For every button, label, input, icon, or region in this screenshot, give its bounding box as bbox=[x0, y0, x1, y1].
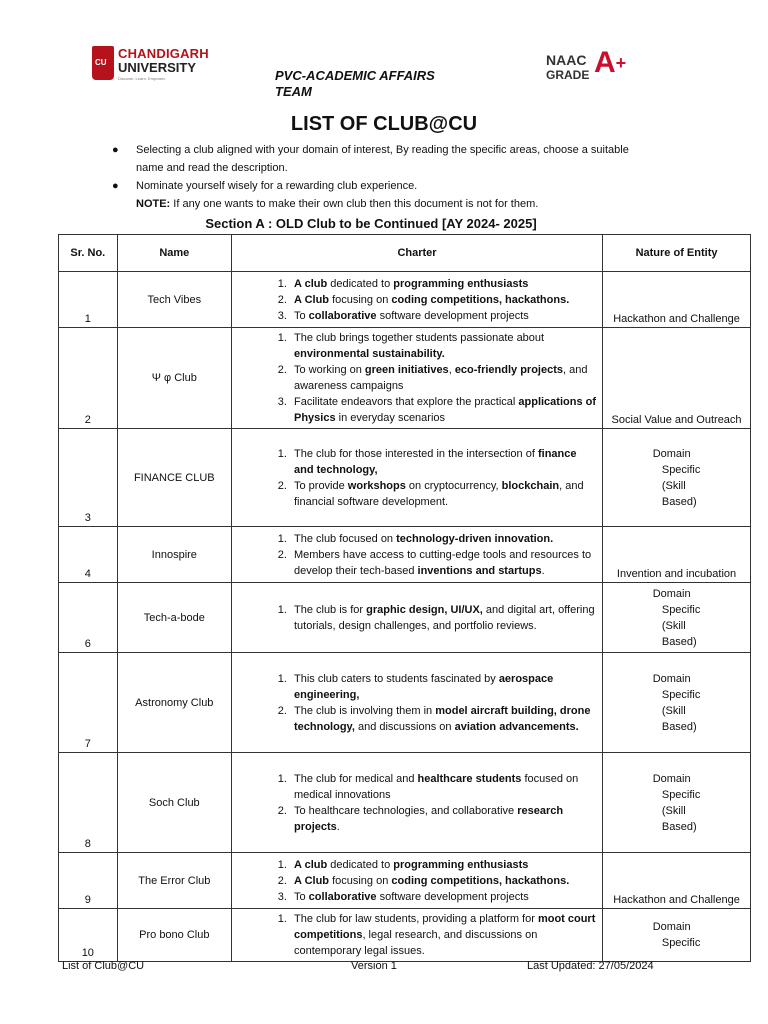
row-nature: Invention and incubation bbox=[603, 527, 751, 583]
row-sr-no: 4 bbox=[59, 527, 118, 583]
page-title: LIST OF CLUB@CU bbox=[290, 113, 478, 135]
row-sr-no: 9 bbox=[59, 853, 118, 909]
row-club-name: Soch Club bbox=[117, 753, 231, 853]
charter-item: 2. A Club focusing on coding competitions, hackathons. bbox=[290, 292, 596, 308]
table-row bbox=[59, 429, 751, 527]
row-charter bbox=[231, 853, 602, 909]
table-row bbox=[59, 583, 751, 653]
instructions bbox=[112, 141, 632, 213]
charter-item: 3. Facilitate endeavors that explore the practical applications of Physics in everyday scenarios bbox=[290, 394, 596, 426]
row-charter bbox=[231, 328, 602, 429]
row-sr-no: 6 bbox=[59, 583, 118, 653]
charter-item: 1. The club for those interested in the intersection of finance and technology, bbox=[290, 446, 596, 478]
table-header-row bbox=[59, 235, 751, 272]
col-header-name: Name bbox=[117, 235, 231, 272]
table-row bbox=[59, 653, 751, 753]
logo-text-line1: CHANDIGARH bbox=[118, 46, 209, 61]
table-row bbox=[59, 753, 751, 853]
row-sr-no: 10 bbox=[59, 909, 118, 962]
row-nature: Hackathon and Challenge bbox=[603, 272, 751, 328]
row-club-name: Pro bono Club bbox=[117, 909, 231, 962]
table-row bbox=[59, 328, 751, 429]
instruction-item: ● Nominate yourself wisely for a rewarding club experience. bbox=[112, 180, 418, 192]
col-header-nature: Nature of Entity bbox=[603, 235, 751, 272]
row-sr-no: 2 bbox=[59, 328, 118, 429]
grade-value: A+ bbox=[594, 46, 627, 79]
row-charter bbox=[231, 527, 602, 583]
row-club-name: Tech-a-bode bbox=[117, 583, 231, 653]
footer-updated: Last Updated: 27/05/2024 bbox=[527, 960, 654, 972]
row-nature: Domain Specific bbox=[603, 909, 751, 962]
row-nature: Domain Specific (Skill Based) bbox=[603, 583, 751, 653]
charter-item: 1. A club dedicated to programming enthusiasts bbox=[290, 857, 596, 873]
instruction-item: ● Selecting a club aligned with your domain of interest, By reading the specific areas, choose a suitable name and read the description. bbox=[112, 144, 629, 174]
table-row bbox=[59, 853, 751, 909]
charter-item: 1. The club for law students, providing a platform for moot court competitions, legal research, and discussions on contemporary legal issues. bbox=[290, 911, 596, 959]
charter-item: 1. The club brings together students passionate about environmental sustainability. bbox=[290, 330, 596, 362]
charter-item: 2. To working on green initiatives, eco-friendly projects, and awareness campaigns bbox=[290, 362, 596, 394]
row-sr-no: 8 bbox=[59, 753, 118, 853]
grade-text: GRADE bbox=[546, 68, 590, 82]
note-label: NOTE: bbox=[136, 198, 171, 210]
footer-left: List of Club@CU bbox=[62, 960, 145, 972]
charter-item: 3. To collaborative software development projects bbox=[290, 308, 596, 324]
row-charter bbox=[231, 653, 602, 753]
charter-item: 2. Members have access to cutting-edge tools and resources to develop their tech-based inventions and startups. bbox=[290, 547, 596, 579]
charter-item: 1. The club for medical and healthcare students focused on medical innovations bbox=[290, 771, 596, 803]
logo-text-line2: UNIVERSITY bbox=[118, 60, 197, 75]
clubs-table bbox=[58, 234, 751, 962]
charter-item: 1. The club is for graphic design, UI/UX, and digital art, offering tutorials, design challenges, and portfolio reviews. bbox=[290, 602, 596, 634]
row-sr-no: 7 bbox=[59, 653, 118, 753]
table-row bbox=[59, 909, 751, 962]
charter-item: 1. A club dedicated to programming enthusiasts bbox=[290, 276, 596, 292]
charter-item: 1. This club caters to students fascinated by aerospace engineering, bbox=[290, 671, 596, 703]
footer-version: Version 1 bbox=[351, 960, 397, 972]
team-line1: PVC-ACADEMIC AFFAIRS bbox=[275, 68, 435, 83]
row-charter bbox=[231, 753, 602, 853]
note-text: If any one wants to make their own club then this document is not for them. bbox=[170, 198, 539, 210]
col-header-sr: Sr. No. bbox=[59, 235, 118, 272]
charter-item: 2. A Club focusing on coding competitions, hackathons. bbox=[290, 873, 596, 889]
note bbox=[112, 195, 632, 213]
row-nature: Domain Specific (Skill Based) bbox=[603, 653, 751, 753]
col-header-charter: Charter bbox=[231, 235, 602, 272]
row-sr-no: 1 bbox=[59, 272, 118, 328]
university-crest-icon: CU bbox=[92, 46, 114, 80]
table-row bbox=[59, 272, 751, 328]
row-charter bbox=[231, 429, 602, 527]
charter-item: 3. To collaborative software development projects bbox=[290, 889, 596, 905]
row-club-name: FINANCE CLUB bbox=[117, 429, 231, 527]
charter-item: 2. To healthcare technologies, and collaborative research projects. bbox=[290, 803, 596, 835]
charter-item: 2. To provide workshops on cryptocurrency, blockchain, and financial software development. bbox=[290, 478, 596, 510]
row-club-name: Innospire bbox=[117, 527, 231, 583]
naac-text: NAAC bbox=[546, 52, 587, 68]
row-club-name: The Error Club bbox=[117, 853, 231, 909]
row-club-name: Ψ φ Club bbox=[117, 328, 231, 429]
row-nature: Domain Specific (Skill Based) bbox=[603, 429, 751, 527]
row-club-name: Tech Vibes bbox=[117, 272, 231, 328]
team-heading bbox=[275, 68, 435, 100]
row-club-name: Astronomy Club bbox=[117, 653, 231, 753]
row-charter bbox=[231, 272, 602, 328]
row-charter bbox=[231, 909, 602, 962]
row-nature: Hackathon and Challenge bbox=[603, 853, 751, 909]
logo-tagline: Discover. Learn. Empower. bbox=[118, 76, 166, 81]
charter-item: 2. The club is involving them in model aircraft building, drone technology, and discussions on aviation advancements. bbox=[290, 703, 596, 735]
row-nature: Domain Specific (Skill Based) bbox=[603, 753, 751, 853]
charter-item: 1. The club focused on technology-driven innovation. bbox=[290, 531, 596, 547]
table-row bbox=[59, 527, 751, 583]
row-nature: Social Value and Outreach bbox=[603, 328, 751, 429]
naac-logo bbox=[546, 46, 636, 88]
row-sr-no: 3 bbox=[59, 429, 118, 527]
section-title: Section A : OLD Club to be Continued [AY 2024- 2025] bbox=[205, 216, 537, 231]
team-line2: TEAM bbox=[275, 84, 312, 99]
row-charter bbox=[231, 583, 602, 653]
university-logo bbox=[92, 46, 209, 82]
